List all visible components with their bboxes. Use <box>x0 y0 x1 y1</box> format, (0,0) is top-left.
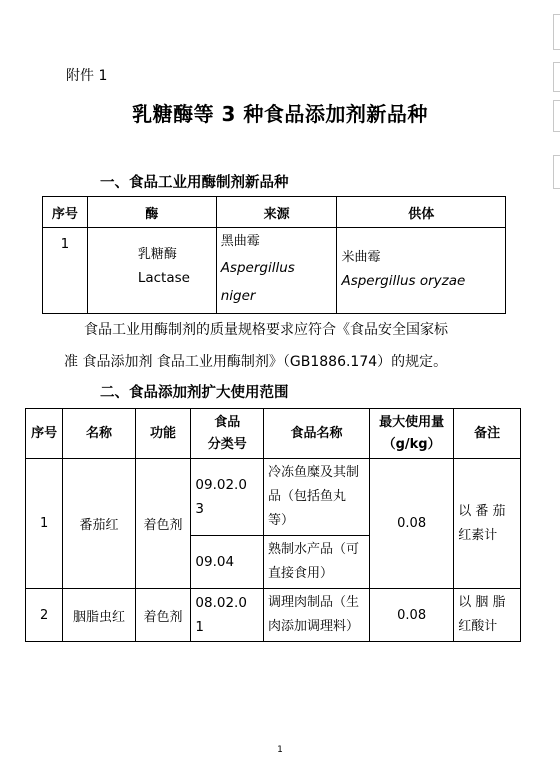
food-name-cont: 肉添加调理料） <box>268 619 360 634</box>
col-header-function: 功能 <box>135 409 191 459</box>
col-header-source: 来源 <box>216 197 337 228</box>
col-header-food-name: 食品名称 <box>264 409 370 459</box>
remark-cont: 红酸计 <box>458 619 498 634</box>
additive-name: 番茄红 <box>63 459 135 589</box>
category-line-1: 食品 <box>214 414 241 430</box>
food-name: 冷冻鱼糜及其制 <box>268 465 360 480</box>
table-row <box>26 459 521 536</box>
additive-table <box>25 408 521 642</box>
row-no: 1 <box>60 236 70 252</box>
additive-name: 胭脂虫红 <box>63 589 135 642</box>
food-name-cont: 品（包括鱼丸等） <box>268 489 347 528</box>
section-1-heading: 一、食品工业用酶制剂新品种 <box>100 175 289 191</box>
side-scroll-marker[interactable] <box>553 62 560 92</box>
food-name-cont: 直接食用） <box>268 566 334 581</box>
side-scroll-marker[interactable] <box>553 155 560 189</box>
col-header-no: 序号 <box>43 197 88 228</box>
enzyme-table <box>42 196 506 314</box>
max-use-value: 0.08 <box>369 589 453 642</box>
max-use-value: 0.08 <box>369 459 453 589</box>
col-header-remark: 备注 <box>454 409 521 459</box>
donor-latin: Aspergillus oryzae <box>341 273 466 289</box>
source-latin-2: niger <box>220 288 256 304</box>
donor-cn: 米曲霉 <box>341 250 381 265</box>
remark: 以 胭 脂 <box>458 595 506 610</box>
food-name: 熟制水产品（可 <box>268 542 360 557</box>
table-row <box>26 589 521 642</box>
paragraph-line-2: 准 食品添加剂 食品工业用酶制剂》（GB1886.174）的规定。 <box>64 354 448 370</box>
source-cn: 黑曲霉 <box>220 234 260 249</box>
remark: 以 番 茄 <box>458 503 506 519</box>
col-header-max-use <box>369 409 453 459</box>
additive-function: 着色剂 <box>135 459 191 589</box>
enzyme-en: Lactase <box>137 270 190 286</box>
max-use-line-2: （g/kg） <box>382 436 441 452</box>
col-header-name: 名称 <box>63 409 135 459</box>
food-name: 调理肉制品（生 <box>268 595 360 610</box>
document-title: 乳糖酶等 3 种食品添加剂新品种 <box>132 102 428 126</box>
annex-label: 附件 1 <box>66 68 108 84</box>
source-latin-1: Aspergillus <box>220 260 295 276</box>
section-2-heading: 二、食品添加剂扩大使用范围 <box>100 385 289 401</box>
category-code: 09.04 <box>195 554 235 570</box>
category-code: 08.02.0 <box>195 595 247 611</box>
category-code: 09.02.0 <box>195 477 247 493</box>
table-header-row <box>26 409 521 459</box>
col-header-category <box>191 409 264 459</box>
side-scroll-marker[interactable] <box>553 14 560 50</box>
paragraph-line-1: 食品工业用酶制剂的质量规格要求应符合《食品安全国家标 <box>84 322 448 338</box>
table-header-row <box>43 197 506 228</box>
category-code-cont: 1 <box>195 619 204 635</box>
col-header-donor: 供体 <box>337 197 506 228</box>
max-use-line-1: 最大使用量 <box>379 414 445 430</box>
category-code-cont: 3 <box>195 501 204 517</box>
row-no: 2 <box>26 589 63 642</box>
category-line-2: 分类号 <box>207 436 247 452</box>
col-header-no: 序号 <box>26 409 63 459</box>
table-row <box>43 228 506 314</box>
page-number: 1 <box>277 745 283 755</box>
spec-paragraph <box>64 314 504 378</box>
col-header-enzyme: 酶 <box>87 197 216 228</box>
row-no: 1 <box>26 459 63 589</box>
additive-function: 着色剂 <box>135 589 191 642</box>
remark-cont: 红素计 <box>458 527 498 543</box>
enzyme-cn: 乳糖酶 <box>137 247 177 262</box>
